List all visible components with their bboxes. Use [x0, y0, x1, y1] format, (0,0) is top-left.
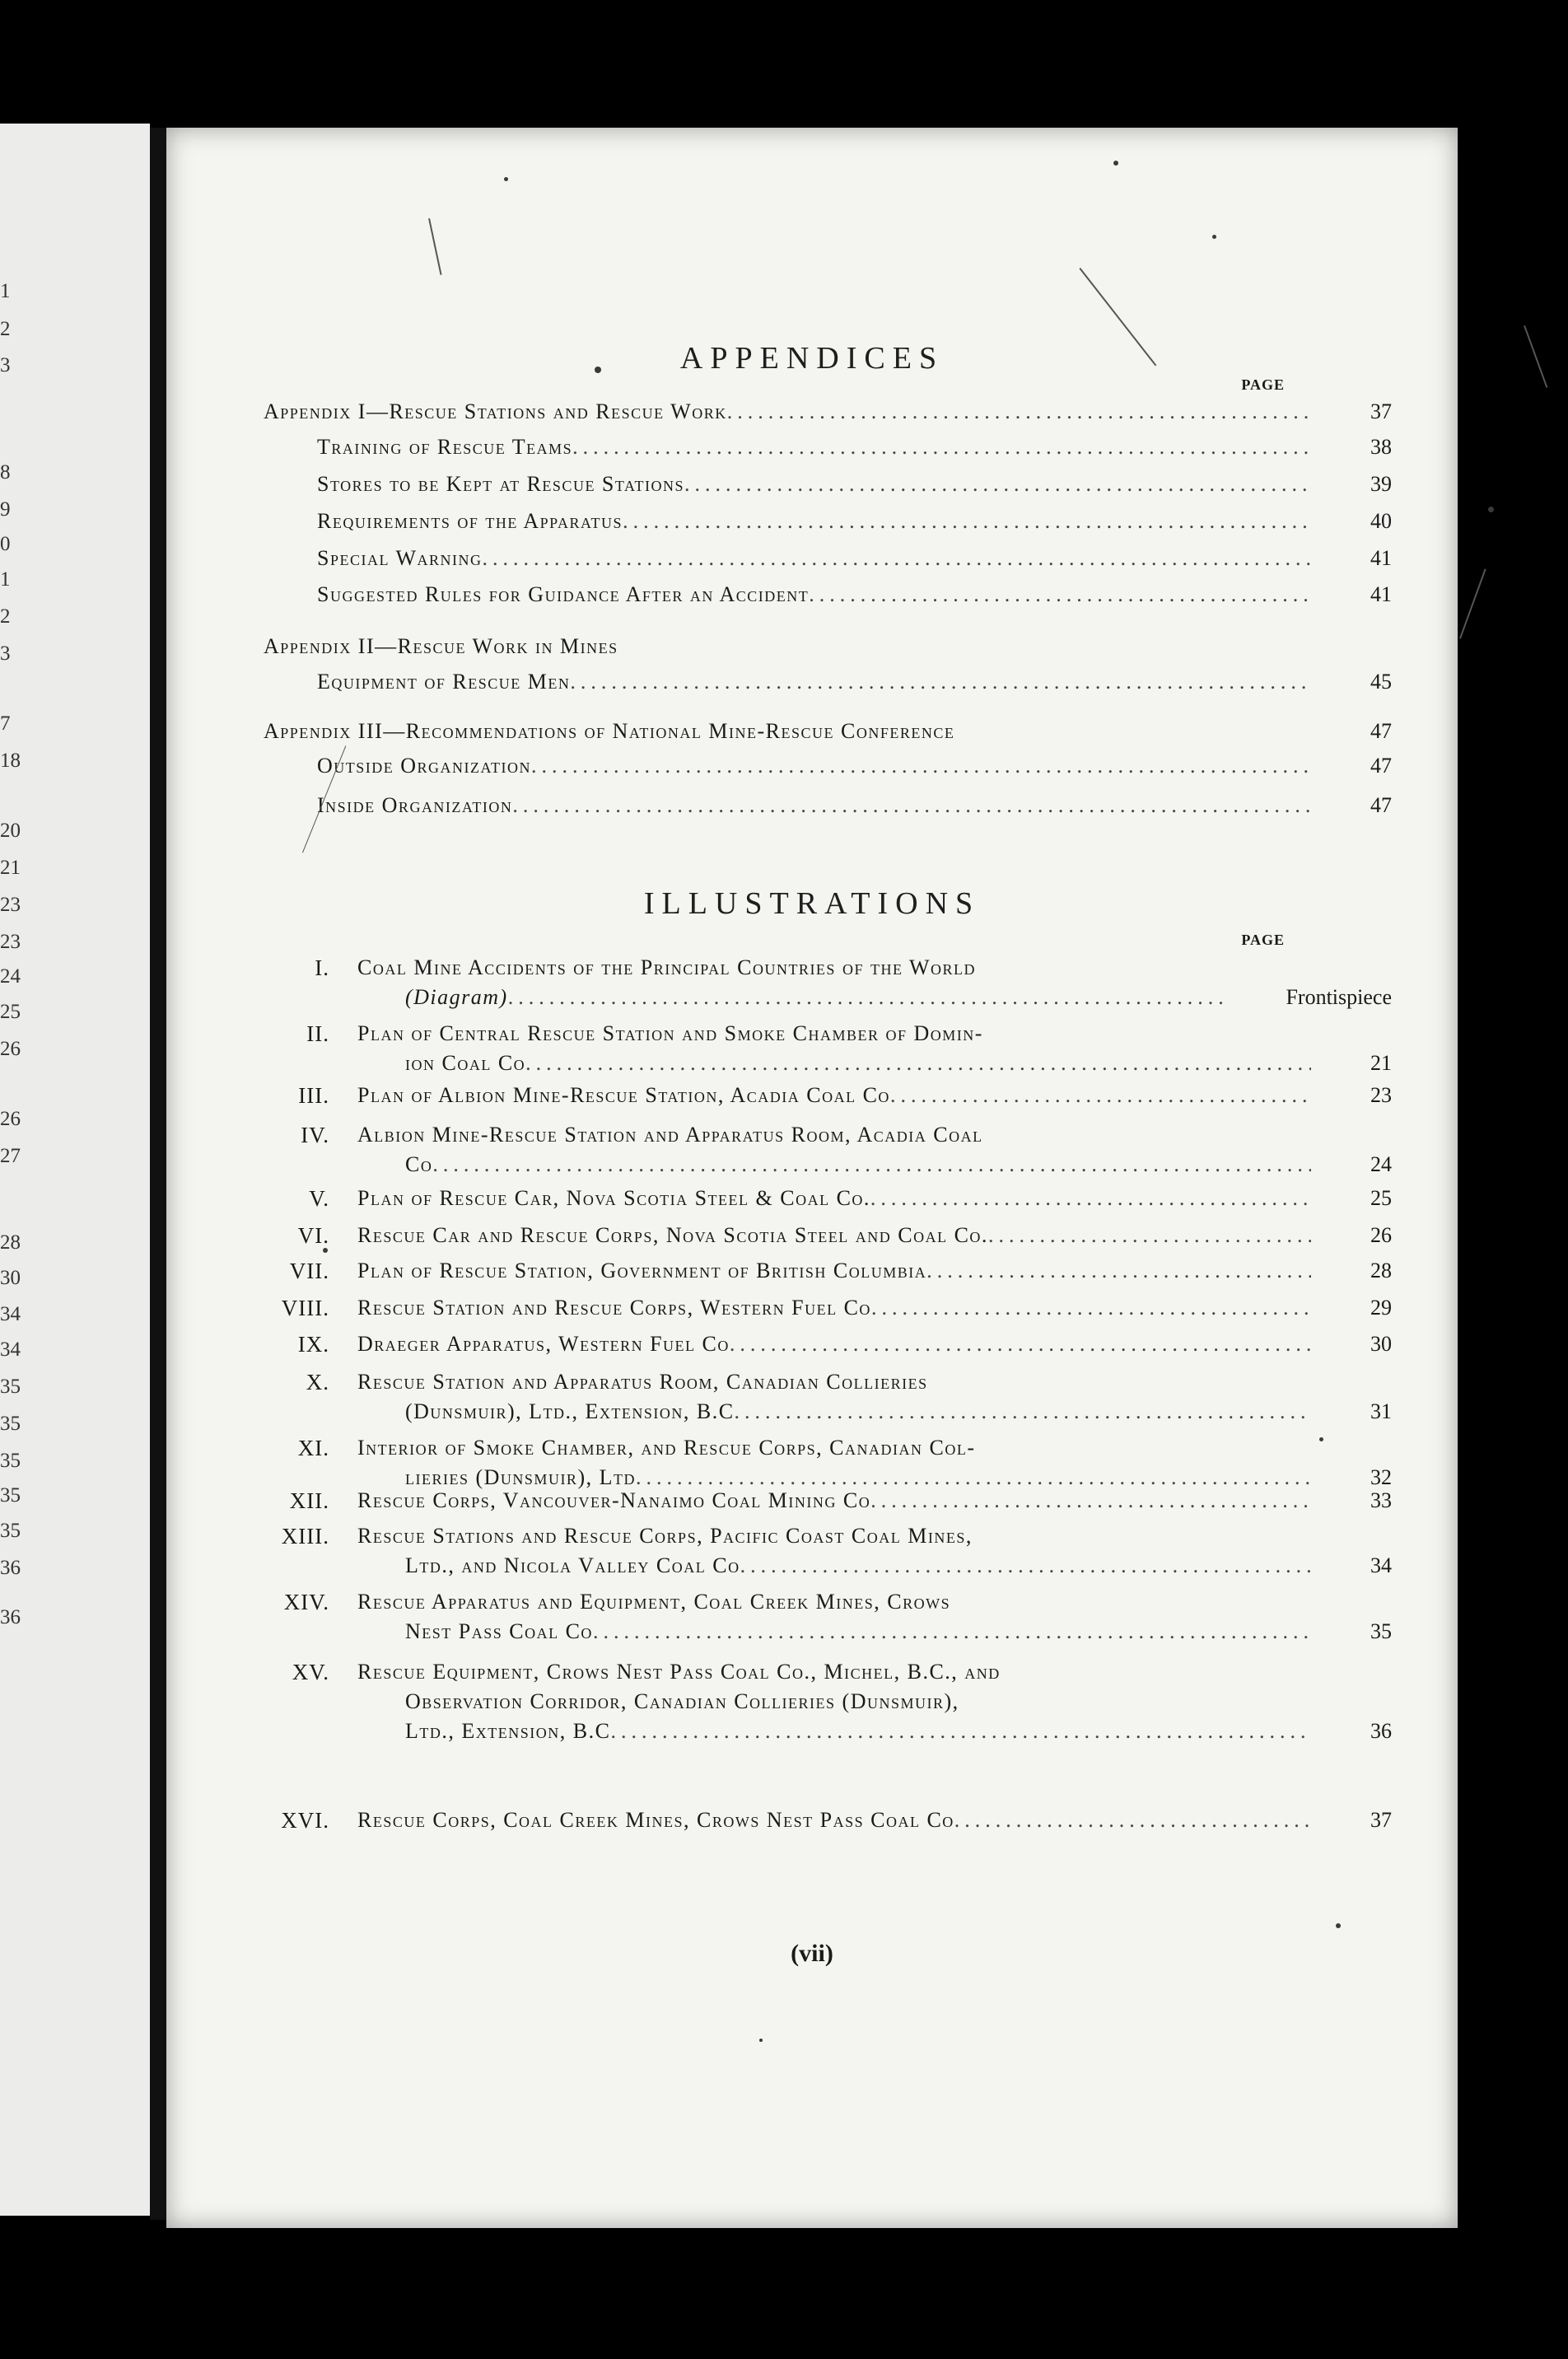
- leader-dots: [483, 546, 1311, 571]
- left-page-number: 3: [0, 354, 11, 376]
- appendix-entry: [264, 399, 1311, 424]
- dust-speck: [1212, 235, 1216, 239]
- appendix-page-number: 40: [1370, 509, 1392, 533]
- illustration-page-number: 28: [1370, 1259, 1392, 1282]
- illustration-number: XI.: [297, 1436, 329, 1460]
- illustration-line: Rescue Station and Apparatus Room, Canadian Collieries: [357, 1370, 928, 1394]
- left-page-number: 23: [0, 931, 21, 953]
- illustration-page-number: 35: [1370, 1619, 1392, 1643]
- illustration-line: Albion Mine-Rescue Station and Apparatus Room, Acadia Coal: [357, 1123, 983, 1147]
- illustration-text: Ltd., Extension, B.C: [405, 1719, 611, 1743]
- page-binding: [150, 128, 166, 2220]
- left-page-number: 36: [0, 1557, 21, 1579]
- illustration-number: V.: [309, 1186, 329, 1211]
- left-page-number: 21: [0, 857, 21, 879]
- illustration-line: [357, 1808, 1311, 1833]
- illustration-page-number: 29: [1370, 1296, 1392, 1320]
- dust-speck: [595, 367, 601, 373]
- illustration-number: VII.: [289, 1259, 329, 1283]
- appendix-page-number: 41: [1370, 546, 1392, 570]
- leader-dots: [727, 399, 1311, 424]
- left-page-number: 3: [0, 642, 11, 665]
- left-page-number: 34: [0, 1338, 21, 1361]
- adjacent-page-strip: [0, 124, 150, 2216]
- illustration-line: [405, 1152, 1311, 1177]
- illustration-page-number: 23: [1370, 1083, 1392, 1107]
- appendix-entry-text: Appendix I—Rescue Stations and Rescue Work: [264, 399, 727, 423]
- illustration-line: [405, 1399, 1311, 1424]
- illustration-line: [357, 1332, 1311, 1357]
- appendix-entry: [317, 435, 1311, 460]
- dust-speck: [1488, 507, 1494, 512]
- illustration-number: XVI.: [281, 1808, 329, 1833]
- illustration-number: XIV.: [283, 1590, 329, 1614]
- illustration-line: [357, 1083, 1311, 1108]
- left-page-number: 26: [0, 1108, 21, 1130]
- dust-speck: [1113, 161, 1118, 166]
- page-folio: (vii): [791, 1940, 833, 1967]
- left-page-number: 1: [0, 568, 11, 591]
- appendix-entry: Appendix II—Rescue Work in Mines: [264, 634, 618, 658]
- illustration-number: IX.: [297, 1332, 329, 1357]
- left-page-number: 20: [0, 820, 21, 842]
- illustration-line: Coal Mine Accidents of the Principal Countries of the World: [357, 955, 977, 979]
- illustration-number: IV.: [301, 1123, 329, 1147]
- dust-speck: [323, 1248, 328, 1253]
- illustration-text: Nest Pass Coal Co: [405, 1619, 593, 1643]
- illustration-line: [405, 985, 1229, 1010]
- illustration-line: [405, 1465, 1311, 1490]
- leader-dots: [926, 1259, 1311, 1283]
- illustrations-heading: ILLUSTRATIONS: [643, 886, 981, 921]
- leader-dots: [610, 1719, 1311, 1744]
- illustration-page-number: 33: [1370, 1488, 1392, 1512]
- appendices-page-label: PAGE: [1241, 376, 1285, 393]
- illustration-number: VIII.: [281, 1296, 329, 1320]
- left-page-number: 30: [0, 1267, 21, 1289]
- illustration-text: Draeger Apparatus, Western Fuel Co: [357, 1332, 730, 1356]
- dust-speck: [504, 177, 508, 181]
- illustration-text: Ltd., and Nicola Valley Coal Co: [405, 1553, 740, 1577]
- illustration-number: II.: [306, 1021, 329, 1046]
- appendices-heading: APPENDICES: [679, 341, 945, 376]
- illustration-text: Rescue Station and Rescue Corps, Western Fuel Co: [357, 1296, 871, 1320]
- illustration-number: X.: [306, 1370, 329, 1394]
- left-page-number: 23: [0, 894, 21, 916]
- left-page-number: 0: [0, 533, 11, 555]
- left-page-number: 35: [0, 1413, 21, 1435]
- left-page-number: 35: [0, 1376, 21, 1398]
- illustration-line: [405, 1553, 1311, 1578]
- appendix-entry-text: Inside Organization: [317, 793, 513, 817]
- illustration-line: [357, 1259, 1311, 1283]
- left-page-number: 35: [0, 1484, 21, 1506]
- left-page-number: 7: [0, 712, 11, 735]
- appendix-entry-text: Outside Organization: [317, 754, 532, 778]
- appendix-entry: [317, 670, 1311, 694]
- illustration-text: Rescue Corps, Vancouver-Nanaimo Coal Mining Co: [357, 1488, 871, 1512]
- leader-dots: [572, 435, 1311, 460]
- leader-dots: [871, 1296, 1311, 1320]
- illustration-number: XIII.: [281, 1524, 329, 1549]
- left-page-number: 26: [0, 1038, 21, 1060]
- appendix-entry: [317, 582, 1311, 607]
- document-page: [166, 128, 1458, 2228]
- leader-dots: [531, 754, 1311, 778]
- illustrations-page-label: PAGE: [1241, 932, 1285, 948]
- leader-dots: [593, 1619, 1311, 1644]
- illustration-line: [405, 1719, 1311, 1744]
- illustration-line: [405, 1051, 1311, 1076]
- leader-dots: [954, 1808, 1311, 1833]
- dust-speck: [759, 2039, 763, 2042]
- illustration-page-number: Frontispiece: [1286, 985, 1392, 1009]
- appendix-page-number: 38: [1370, 435, 1392, 459]
- scratch-mark: [428, 218, 442, 275]
- leader-dots: [870, 1488, 1311, 1513]
- appendix-entry-text: Special Warning: [317, 546, 483, 570]
- appendix-entry: [317, 793, 1311, 818]
- illustration-page-number: 21: [1370, 1051, 1392, 1075]
- illustration-line: [357, 1488, 1311, 1513]
- illustration-number: XII.: [289, 1488, 329, 1513]
- appendix-page-number: 37: [1370, 399, 1392, 423]
- illustration-page-number: 34: [1370, 1553, 1392, 1577]
- illustration-number: III.: [298, 1083, 329, 1108]
- illustration-page-number: 30: [1370, 1332, 1392, 1356]
- leader-dots: [740, 1553, 1311, 1578]
- left-page-number: 27: [0, 1145, 21, 1167]
- appendix-page-number: 41: [1370, 582, 1392, 606]
- illustration-page-number: 26: [1370, 1223, 1392, 1247]
- illustration-text: Co: [405, 1152, 433, 1176]
- appendix-page-number: 47: [1370, 793, 1392, 817]
- appendix-entry-text: Equipment of Rescue Men: [317, 670, 571, 694]
- left-page-number: 35: [0, 1520, 21, 1542]
- illustration-page-number: 24: [1370, 1152, 1392, 1176]
- appendix-entry: [317, 509, 1311, 534]
- appendix-page-number: 45: [1370, 670, 1392, 694]
- illustration-text: (Diagram): [405, 985, 508, 1009]
- appendix-entry: [317, 472, 1311, 497]
- illustration-line: Interior of Smoke Chamber, and Rescue Corps, Canadian Col-: [357, 1436, 976, 1460]
- leader-dots: [684, 472, 1311, 497]
- illustration-line: [357, 1186, 1311, 1211]
- appendix-entry-text: Training of Rescue Teams: [317, 435, 573, 459]
- illustration-line: [357, 1223, 1311, 1248]
- leader-dots: [636, 1465, 1311, 1490]
- appendix-entry-text: Suggested Rules for Guidance After an Accident: [317, 582, 810, 606]
- left-page-number: 36: [0, 1606, 21, 1628]
- appendix-page-number: 47: [1370, 754, 1392, 778]
- leader-dots: [890, 1083, 1311, 1108]
- leader-dots: [623, 509, 1311, 534]
- illustration-line: Rescue Equipment, Crows Nest Pass Coal Co., Michel, B.C., and: [357, 1660, 1001, 1684]
- illustration-text: Plan of Albion Mine-Rescue Station, Acadia Coal Co: [357, 1083, 890, 1107]
- leader-dots: [525, 1051, 1311, 1076]
- illustration-line: Rescue Stations and Rescue Corps, Pacific Coast Coal Mines,: [357, 1524, 973, 1548]
- leader-dots: [730, 1332, 1311, 1357]
- left-page-number: 34: [0, 1303, 21, 1325]
- illustration-number: XV.: [292, 1660, 329, 1684]
- leader-dots: [988, 1223, 1311, 1248]
- illustration-text: ion Coal Co: [405, 1051, 526, 1075]
- leader-dots: [809, 582, 1311, 607]
- illustration-line: [405, 1619, 1311, 1644]
- left-page-number: 8: [0, 461, 11, 483]
- illustration-page-number: 32: [1370, 1465, 1392, 1489]
- illustration-text: Plan of Rescue Station, Government of British Columbia: [357, 1259, 927, 1282]
- left-page-number: 35: [0, 1450, 21, 1472]
- appendix-entry: [317, 546, 1311, 571]
- appendix-page-number: 39: [1370, 472, 1392, 496]
- appendix-page-number: 47: [1370, 719, 1392, 743]
- leader-dots: [735, 1399, 1311, 1424]
- illustration-line: Rescue Apparatus and Equipment, Coal Creek Mines, Crows: [357, 1590, 951, 1614]
- leader-dots: [570, 670, 1311, 694]
- illustration-text: Plan of Rescue Car, Nova Scotia Steel & Coal Co.: [357, 1186, 870, 1210]
- leader-dots: [508, 985, 1229, 1010]
- left-page-number: 9: [0, 498, 11, 521]
- scratch-mark: [1524, 325, 1547, 388]
- illustration-line: Plan of Central Rescue Station and Smoke Chamber of Domin-: [357, 1021, 983, 1045]
- left-page-number: 1: [0, 280, 11, 302]
- illustration-text: lieries (Dunsmuir), Ltd: [405, 1465, 636, 1489]
- illustration-page-number: 25: [1370, 1186, 1392, 1210]
- left-page-number: 24: [0, 965, 21, 988]
- leader-dots: [870, 1186, 1311, 1211]
- left-page-number: 2: [0, 318, 11, 340]
- dust-speck: [1336, 1923, 1341, 1928]
- dust-speck: [1319, 1437, 1323, 1441]
- illustration-page-number: 37: [1370, 1808, 1392, 1832]
- illustration-number: VI.: [297, 1223, 329, 1248]
- illustration-text: (Dunsmuir), Ltd., Extension, B.C: [405, 1399, 735, 1423]
- illustration-text: Rescue Car and Rescue Corps, Nova Scotia Steel and Coal Co.: [357, 1223, 988, 1247]
- illustration-page-number: 31: [1370, 1399, 1392, 1423]
- leader-dots: [512, 793, 1311, 818]
- illustration-line: [357, 1296, 1311, 1320]
- illustration-page-number: 36: [1370, 1719, 1392, 1743]
- left-page-number: 18: [0, 750, 21, 772]
- appendix-entry-text: Stores to be Kept at Rescue Stations: [317, 472, 684, 496]
- left-page-number: 2: [0, 605, 11, 628]
- left-page-number: 28: [0, 1231, 21, 1254]
- leader-dots: [432, 1152, 1311, 1177]
- appendix-entry: Appendix III—Recommendations of National Mine-Rescue Conference: [264, 719, 955, 743]
- illustration-text: Rescue Corps, Coal Creek Mines, Crows Nest Pass Coal Co: [357, 1808, 954, 1832]
- illustration-number: I.: [315, 955, 329, 980]
- appendix-entry-text: Requirements of the Apparatus: [317, 509, 623, 533]
- scratch-mark: [1459, 568, 1486, 638]
- appendix-entry: [317, 754, 1311, 778]
- left-page-number: 25: [0, 1001, 21, 1023]
- illustration-line: Observation Corridor, Canadian Collieries (Dunsmuir),: [405, 1689, 959, 1713]
